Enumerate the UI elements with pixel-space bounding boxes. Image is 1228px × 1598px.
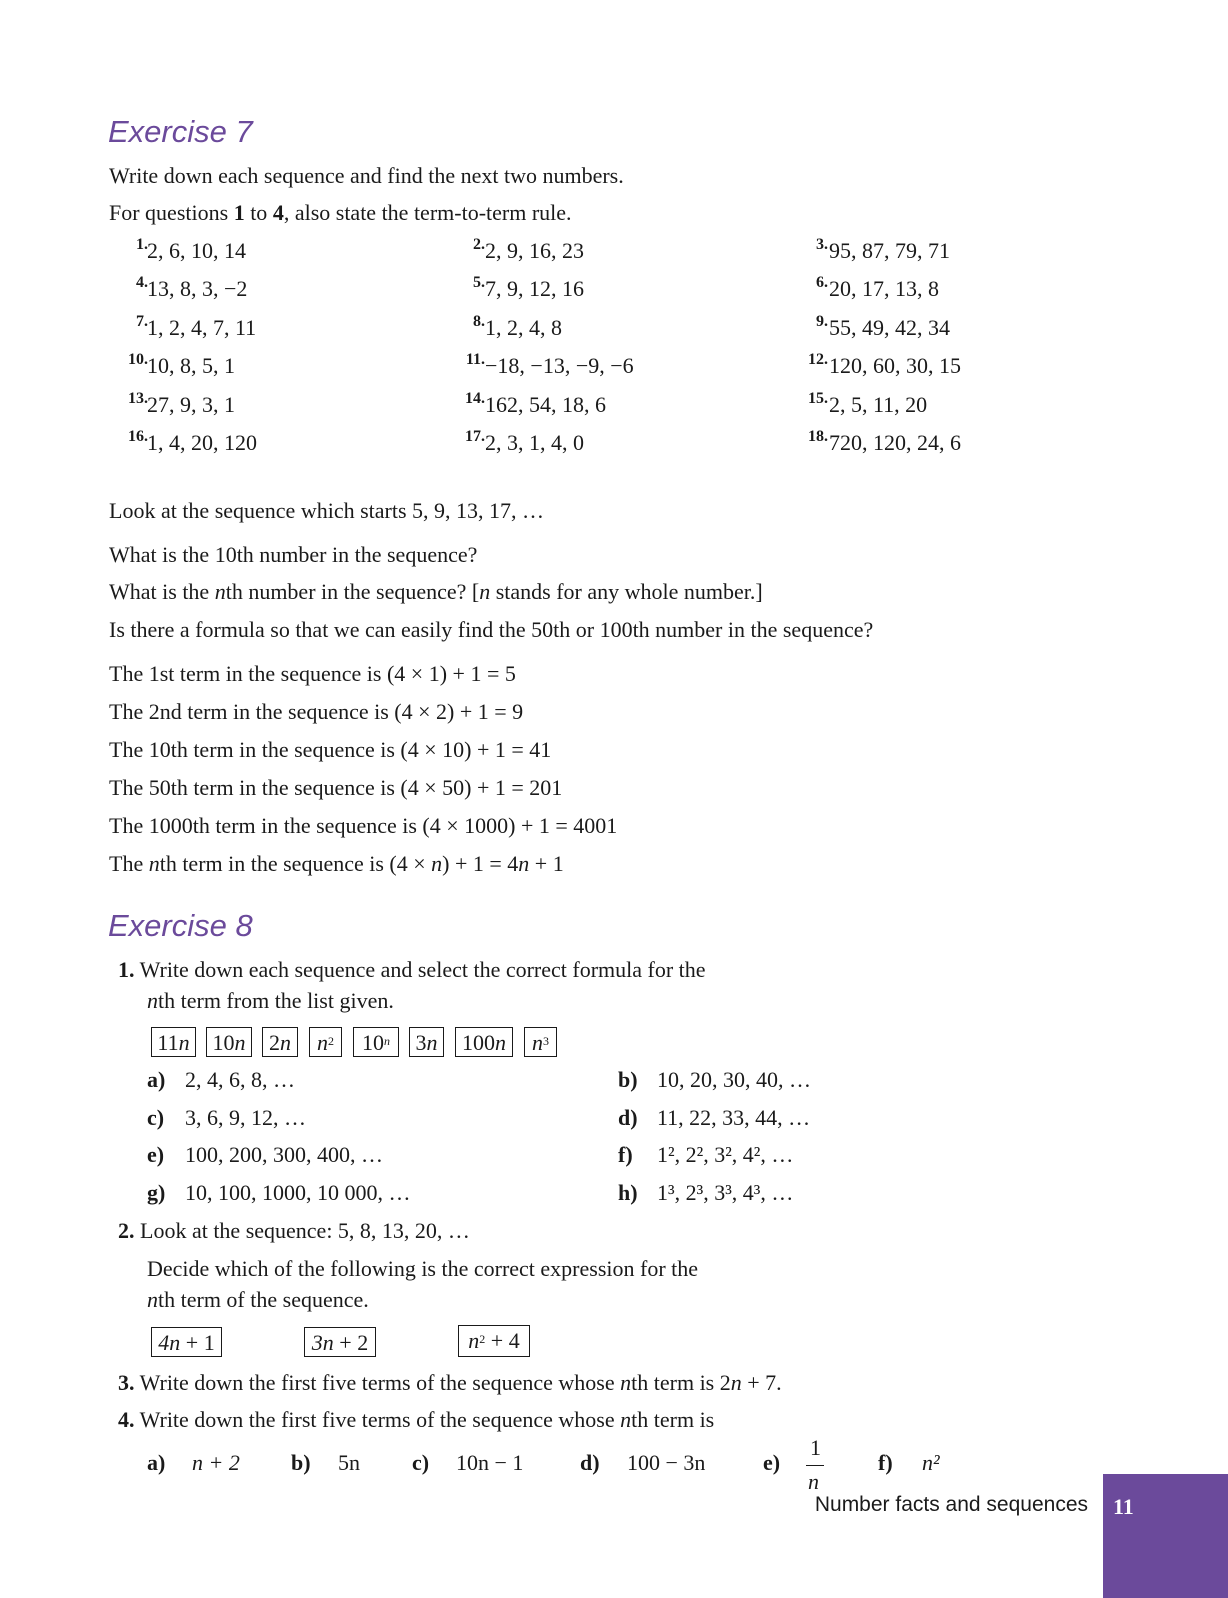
question-number: 3. <box>816 236 828 253</box>
part-label: e) <box>147 1142 165 1167</box>
question-sequence: 162, 54, 18, 6 <box>485 391 606 417</box>
page-number-band <box>1103 1474 1228 1598</box>
question-2-text: 2. Look at the sequence: 5, 8, 13, 20, … <box>118 1218 470 1243</box>
chapter-title: Number facts and sequences <box>814 1493 1088 1516</box>
term-example: The nth term in the sequence is (4 × n) + 1 = 4n + 1 <box>109 851 564 876</box>
question-number: 13. <box>128 389 148 407</box>
question-number: 2. <box>118 1218 135 1243</box>
part-label: a) <box>147 1067 166 1092</box>
question-number: 9. <box>816 312 828 330</box>
part-sequence: 10, 100, 1000, 10 000, … <box>185 1180 411 1205</box>
question-1-text: 1. Write down each sequence and select the correct formula for the <box>118 957 706 982</box>
formula-box: 100n <box>455 1027 513 1057</box>
question-row <box>110 274 1010 312</box>
exercise-7-question-grid <box>110 236 1010 466</box>
part-label: a) <box>147 1450 166 1475</box>
question-row <box>110 428 1010 466</box>
part-expression: n² <box>922 1450 940 1475</box>
question-sequence: 7, 9, 12, 16 <box>485 276 584 302</box>
question-number: 7. <box>136 312 148 330</box>
term-example: The 1st term in the sequence is (4 × 1) + 1 = 5 <box>109 661 516 686</box>
question-4-text: 4. Write down the first five terms of the sequence whose nth term is <box>118 1407 715 1432</box>
part-sequence: 1³, 2³, 3³, 4³, … <box>657 1180 794 1205</box>
formula-box: 3n <box>409 1027 444 1057</box>
question-sequence: 55, 49, 42, 34 <box>829 314 950 340</box>
part-sequence: 3, 6, 9, 12, … <box>185 1105 306 1130</box>
question-number: 14. <box>465 389 485 407</box>
part-label: b) <box>618 1067 638 1092</box>
part-sequence: 10, 20, 30, 40, … <box>657 1067 811 1092</box>
question-sequence: 2, 6, 10, 14 <box>147 238 246 263</box>
question-text: What is the nth number in the sequence? [n stands for any whole number.] <box>109 579 763 604</box>
expression-option-box: $n^2 + 4$ <box>458 1325 530 1357</box>
question-number: 16. <box>128 427 148 445</box>
part-label: f) <box>618 1142 633 1167</box>
question-sequence: 1, 2, 4, 7, 11 <box>147 314 257 340</box>
part-sequence: 1², 2², 3², 4², … <box>657 1142 794 1167</box>
exercise-8-heading: Exercise 8 <box>108 908 253 943</box>
question-sequence: −18, −13, −9, −6 <box>485 353 634 379</box>
exercise-7-heading: Exercise 7 <box>108 114 253 149</box>
formula-box: $n^2$ <box>309 1027 342 1057</box>
question-number: 1. <box>118 957 135 982</box>
question-number: 15. <box>808 389 828 407</box>
expression-option-box: 4n + 1 <box>151 1327 222 1357</box>
part-expression: n + 2 <box>192 1450 240 1475</box>
question-number: 2. <box>473 236 485 253</box>
question-sequence: 120, 60, 30, 15 <box>829 353 961 379</box>
exercise-7-instruction-2: For questions 1 to 4, also state the term-to-term rule. <box>109 200 572 225</box>
part-sequence: 11, 22, 33, 44, … <box>657 1105 811 1130</box>
part-label: e) <box>763 1450 781 1475</box>
question-row <box>110 390 1010 428</box>
formula-box: 10n <box>206 1027 252 1057</box>
exercise-7-instruction: Write down each sequence and find the next two numbers. <box>109 163 624 188</box>
question-sequence: 1, 4, 20, 120 <box>147 429 257 455</box>
part-label: c) <box>412 1450 430 1475</box>
question-1-text-2: nth term from the list given. <box>147 988 394 1013</box>
question-sequence: 10, 8, 5, 1 <box>147 353 235 379</box>
formula-box: 10$^n$ <box>353 1027 399 1057</box>
question-number: 6. <box>816 274 828 292</box>
part-label: b) <box>291 1450 311 1475</box>
question-row <box>110 236 1010 274</box>
term-example: The 10th term in the sequence is (4 × 10) + 1 = 41 <box>109 737 552 762</box>
question-number: 3. <box>118 1370 135 1395</box>
question-number: 17. <box>465 427 485 445</box>
formula-box: $n^3$ <box>524 1027 557 1057</box>
question-2-text-3: nth term of the sequence. <box>147 1287 369 1312</box>
question-number: 5. <box>473 274 485 292</box>
fraction-numerator: 1 <box>810 1435 821 1460</box>
question-sequence: 720, 120, 24, 6 <box>829 429 961 455</box>
part-sequence: 100, 200, 300, 400, … <box>185 1142 383 1167</box>
question-number: 12. <box>808 351 828 369</box>
part-label: d) <box>580 1450 600 1475</box>
question-row <box>110 351 1010 389</box>
part-sequence: 2, 4, 6, 8, … <box>185 1067 295 1092</box>
question-number: 10. <box>128 351 148 369</box>
question-number: 11. <box>465 351 485 369</box>
fraction-bar <box>806 1465 824 1466</box>
term-example: The 50th term in the sequence is (4 × 50) + 1 = 201 <box>109 775 563 800</box>
term-example: The 2nd term in the sequence is (4 × 2) + 1 = 9 <box>109 699 524 724</box>
term-example: The 1000th term in the sequence is (4 × 1000) + 1 = 4001 <box>109 813 618 838</box>
question-sequence: 95, 87, 79, 71 <box>829 238 950 263</box>
part-label: h) <box>618 1180 638 1205</box>
formula-box: 2n <box>262 1027 298 1057</box>
question-sequence: 2, 3, 1, 4, 0 <box>485 429 584 455</box>
question-number: 4. <box>118 1407 135 1432</box>
question-sequence: 27, 9, 3, 1 <box>147 391 235 417</box>
question-2-text-2: Decide which of the following is the correct expression for the <box>147 1256 699 1281</box>
part-label: c) <box>147 1105 165 1130</box>
question-number: 18. <box>808 427 828 445</box>
part-expression: 5n <box>338 1450 360 1475</box>
part-expression: 100 − 3n <box>627 1450 706 1475</box>
part-label: f) <box>878 1450 893 1475</box>
question-number: 1. <box>136 236 148 253</box>
part-expression: 10n − 1 <box>456 1450 524 1475</box>
question-number: 8. <box>473 312 485 330</box>
question-row <box>110 313 1010 351</box>
formula-box: 11n <box>151 1027 196 1057</box>
question-sequence: 13, 8, 3, −2 <box>147 276 248 302</box>
part-label: d) <box>618 1105 638 1130</box>
question-number: 4. <box>136 274 148 292</box>
question-sequence: 2, 9, 16, 23 <box>485 238 584 263</box>
question-sequence: 20, 17, 13, 8 <box>829 276 939 302</box>
question-text: Is there a formula so that we can easily find the 50th or 100th number in the sequence? <box>109 617 874 642</box>
expression-option-box: 3n + 2 <box>304 1327 376 1357</box>
part-label: g) <box>147 1180 166 1205</box>
page-number: 11 <box>1113 1494 1134 1519</box>
question-text: What is the 10th number in the sequence? <box>109 542 478 567</box>
question-3-text: 3. Write down the first five terms of the sequence whose nth term is 2n + 7. <box>118 1370 782 1395</box>
question-sequence: 2, 5, 11, 20 <box>829 391 928 417</box>
fraction-denominator: n <box>808 1469 819 1494</box>
question-sequence: 1, 2, 4, 8 <box>485 314 562 340</box>
sequence-intro-text: Look at the sequence which starts 5, 9, 13, 17, … <box>109 498 545 523</box>
